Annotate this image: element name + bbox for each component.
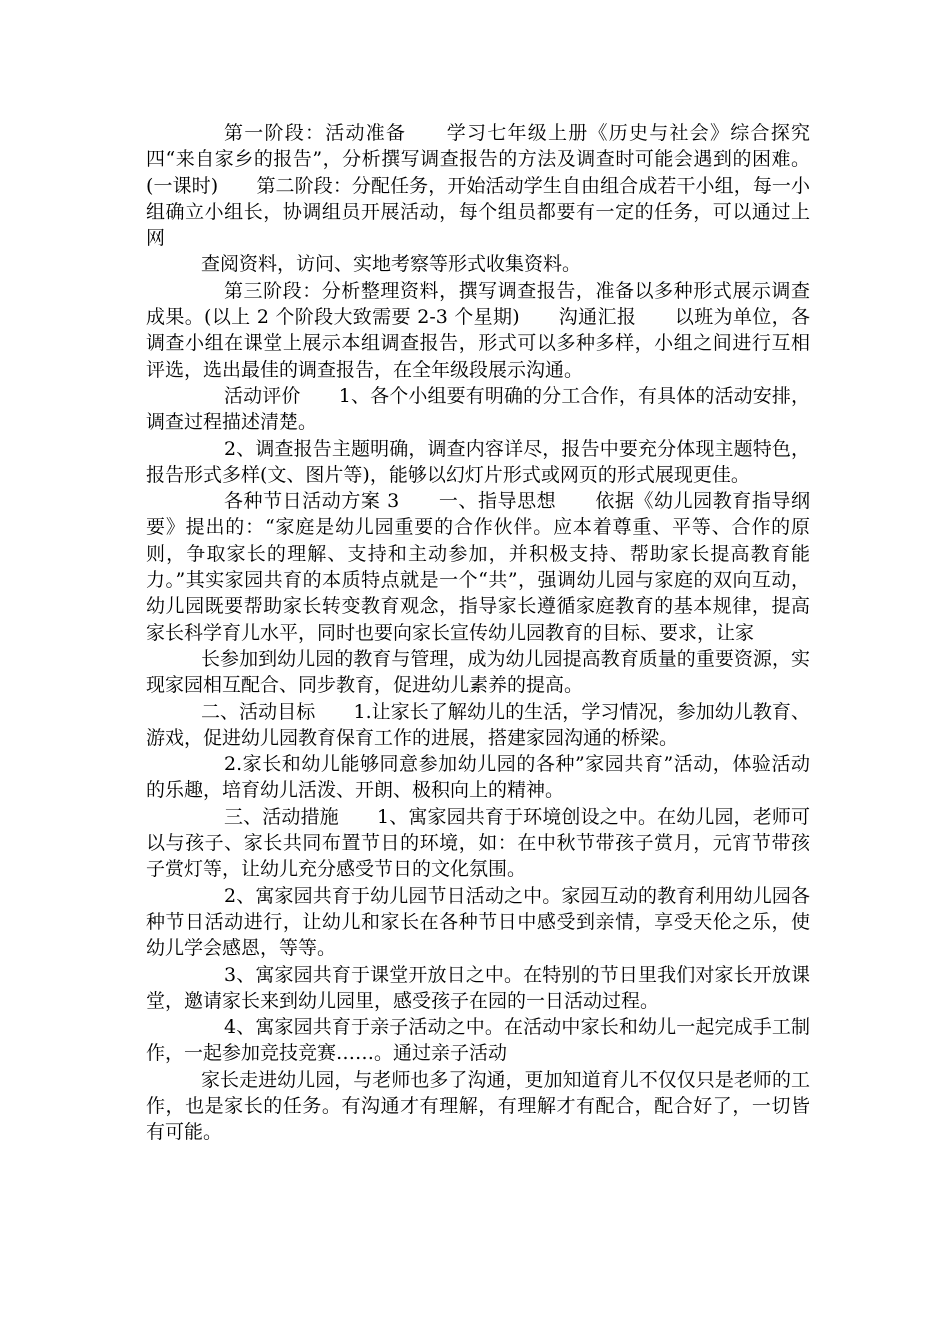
paragraph-research-materials: 查阅资料，访问、实地考察等形式收集资料。 (201, 253, 582, 276)
paragraph-parent-participation: 长参加到幼儿园的教育与管理，成为幼儿园提高教育质量的重要资源，实现家园相互配合、同步教育，促进幼儿素养的提高。 (146, 647, 810, 697)
paragraph-activity-evaluation: 活动评价 1、各个小组要有明确的分工合作，有具体的活动安排，调查过程描述清楚。 (146, 384, 810, 434)
document-body (146, 120, 810, 1146)
paragraph-measure-two: 2、寓家园共育于幼儿园节日活动之中。家园互动的教育利用幼儿园各种节日活动进行，让幼儿和家长在各种节日中感受到亲情，享受天伦之乐，使幼儿学会感恩，等等。 (146, 884, 810, 960)
paragraph-stage-one: 第一阶段：活动准备 学习七年级上册《历史与社会》综合探究四“来自家乡的报告”，分析撰写调查报告的方法及调查时可能会遇到的困难。(一课时) 第二阶段：分配任务，开始活动学生自由组合成若干小组，每一小组确立小组长，协调组员开展活动，每个组员都要有一定的任务，可以通过上网 (146, 122, 810, 250)
paragraph-measure-three: 3、寓家园共育于课堂开放日之中。在特别的节日里我们对家长开放课堂，邀请家长来到幼儿园里，感受孩子在园的一日活动过程。 (146, 963, 810, 1012)
paragraph-goal-two: 2.家长和幼儿能够同意参加幼儿园的各种”家园共育”活动，体验活动的乐趣，培育幼儿活泼、开朗、极积向上的精神。 (146, 753, 810, 802)
paragraph-closing: 家长走进幼儿园，与老师也多了沟通，更加知道育儿不仅仅只是老师的工作，也是家长的任务。有沟通才有理解，有理解才有配合，配合好了，一切皆有可能。 (146, 1068, 810, 1144)
paragraph-festival-plan-3: 各种节日活动方案 3 一、指导思想 依据《幼儿园教育指导纲要》提出的：“家庭是幼儿园重要的合作伙伴。应本着尊重、平等、合作的原则，争取家长的理解、支持和主动参加，并积极支持、帮助家长提高教育能力。”其实家园共育的本质特点就是一个“共”，强调幼儿园与家庭的双向互动，幼儿园既要帮助家长转变教育观念，指导家长遵循家庭教育的基本规律，提高家长科学育儿水平，同时也要向家长宣传幼儿园教育的目标、要求，让家 (146, 490, 810, 644)
paragraph-evaluation-two: 2、调查报告主题明确，调查内容详尽，报告中要充分体现主题特色，报告形式多样(文、图片等)，能够以幻灯片形式或网页的形式展现更佳。 (146, 437, 810, 486)
paragraph-measure-four: 4、寓家园共育于亲子活动之中。在活动中家长和幼儿一起完成手工制作，一起参加竞技竞赛……。通过亲子活动 (146, 1016, 810, 1065)
paragraph-stage-three: 第三阶段：分析整理资料，撰写调查报告，准备以多种形式展示调查成果。(以上 2 个阶段大致需要 2-3 个星期) 沟通汇报 以班为单位，各调查小组在课堂上展示本组调查报告，形式可以多种多样，小组之间进行互相评选，选出最佳的调查报告，在全年级段展示沟通。 (146, 279, 810, 381)
paragraph-activity-goals: 二、活动目标 1.让家长了解幼儿的生活，学习情况，参加幼儿教育、游戏，促进幼儿园教育保育工作的进展，搭建家园沟通的桥梁。 (146, 700, 810, 749)
paragraph-activity-measures: 三、活动措施 1、寓家园共育于环境创设之中。在幼儿园，老师可以与孩子、家长共同布置节日的环境，如：在中秋节带孩子赏月，元宵节带孩子赏灯等，让幼儿充分感受节日的文化氛围。 (146, 805, 810, 881)
